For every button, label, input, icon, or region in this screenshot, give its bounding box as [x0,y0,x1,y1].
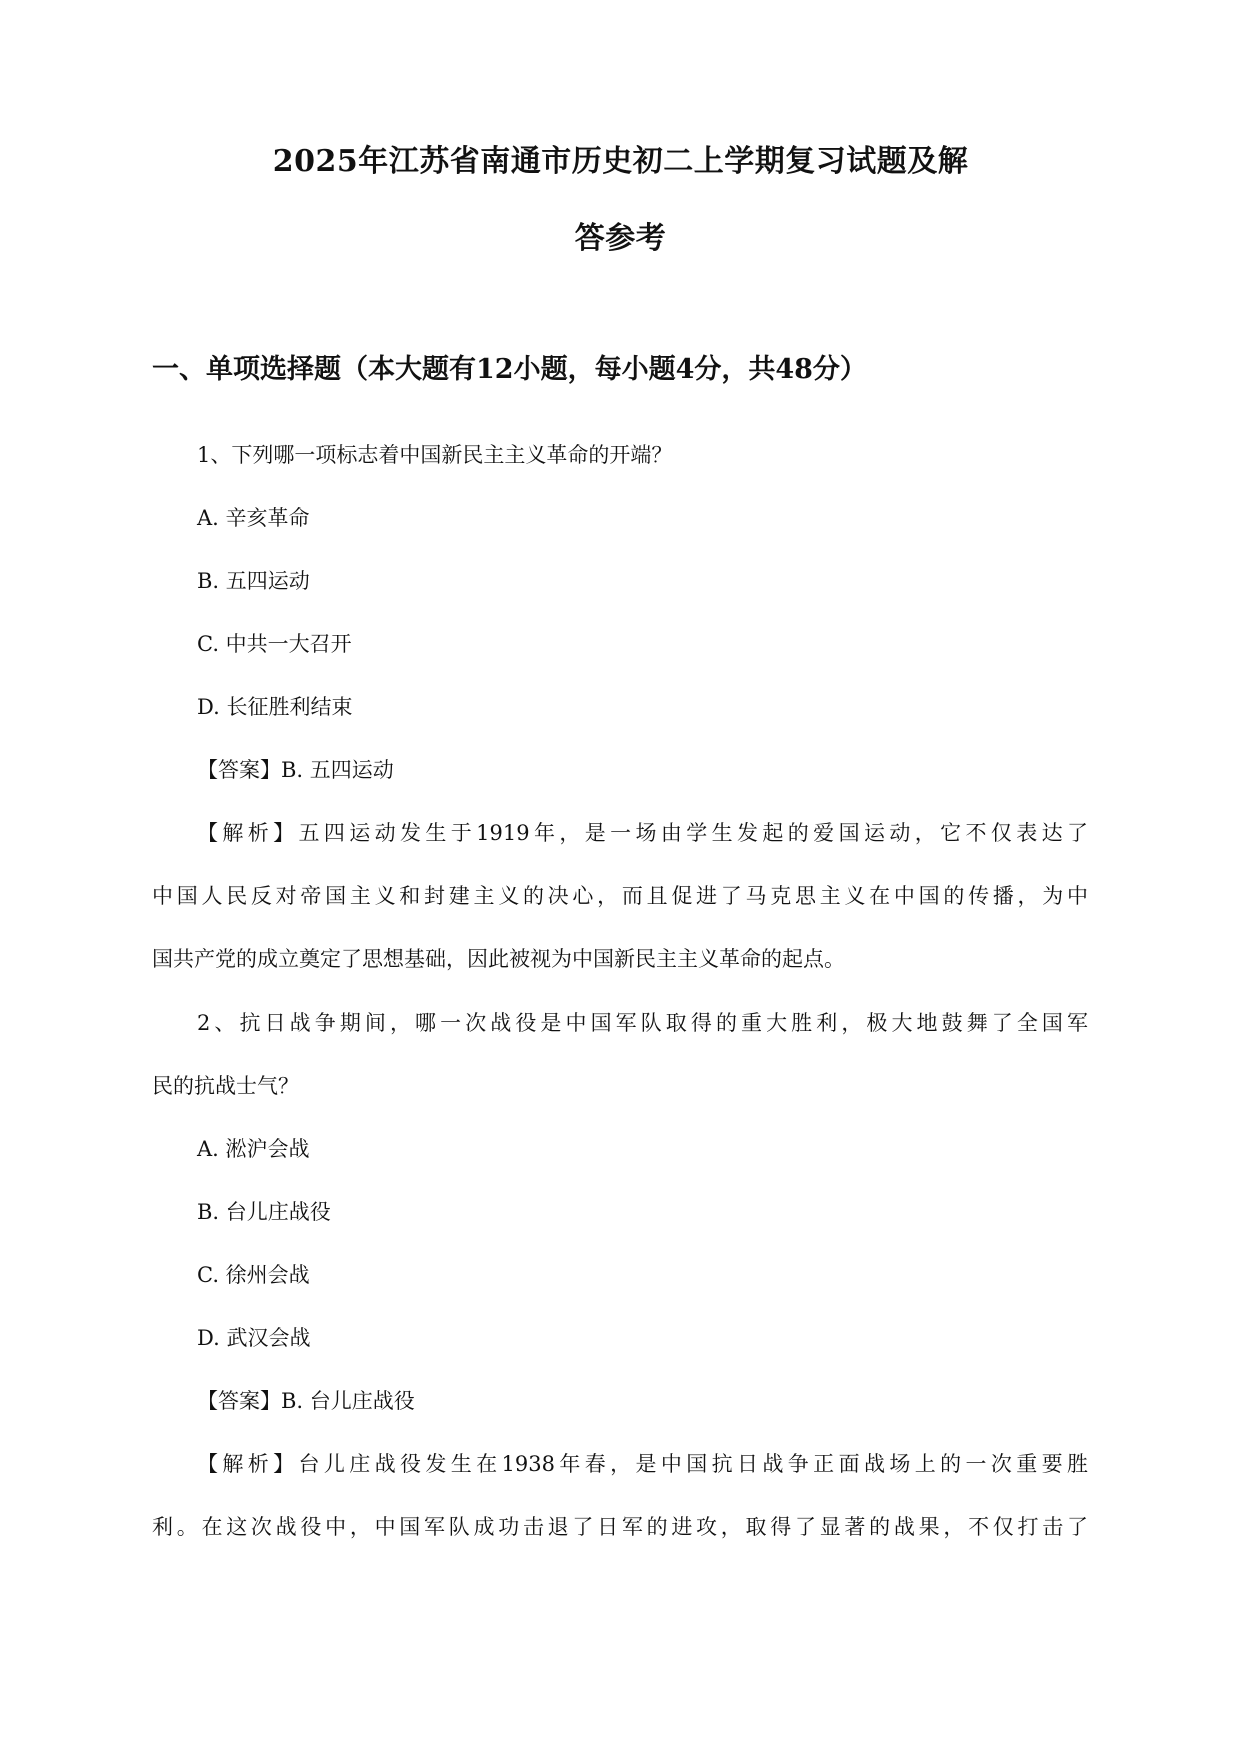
question-2-stem-line-2: 民的抗战士气？ [152,1074,299,1098]
question-1-analysis-line-2: 中国人民反对帝国主义和封建主义的决心，而且促进了马克思主义在中国的传播，为中 [152,884,1088,908]
question-2-stem-line-1: 2、抗日战争期间，哪一次战役是中国军队取得的重大胜利，极大地鼓舞了全国军 [197,1011,1088,1035]
question-2-option-b: B. 台儿庄战役 [197,1200,331,1224]
document-title-line-1: 2025年江苏省南通市历史初二上学期复习试题及解 [272,144,969,179]
section-heading: 一、单项选择题（本大题有12小题，每小题4分，共48分） [152,354,867,385]
question-1-option-a: A. 辛亥革命 [197,506,310,530]
question-1-answer: 【答案】B. 五四运动 [197,758,394,782]
question-2-analysis-line-2: 利。在这次战役中，中国军队成功击退了日军的进攻，取得了显著的战果，不仅打击了 [152,1515,1088,1539]
question-1-analysis-line-1: 【解析】五四运动发生于1919年，是一场由学生发起的爱国运动，它不仅表达了 [197,821,1088,845]
question-2-option-a: A. 淞沪会战 [197,1137,310,1161]
question-1-option-d: D. 长征胜利结束 [197,695,353,719]
question-2-option-d: D. 武汉会战 [197,1326,311,1350]
question-1-stem: 1、下列哪一项标志着中国新民主主义革命的开端？ [197,443,673,467]
question-1-analysis-line-3: 国共产党的成立奠定了思想基础，因此被视为中国新民主主义革命的起点。 [152,947,845,971]
question-2-option-c: C. 徐州会战 [197,1263,310,1287]
question-2-analysis-line-1: 【解析】台儿庄战役发生在1938年春，是中国抗日战争正面战场上的一次重要胜 [197,1452,1088,1476]
document-title-line-2: 答参考 [574,221,667,256]
question-2-answer: 【答案】B. 台儿庄战役 [197,1389,415,1413]
question-1-option-b: B. 五四运动 [197,569,310,593]
question-1-option-c: C. 中共一大召开 [197,632,352,656]
